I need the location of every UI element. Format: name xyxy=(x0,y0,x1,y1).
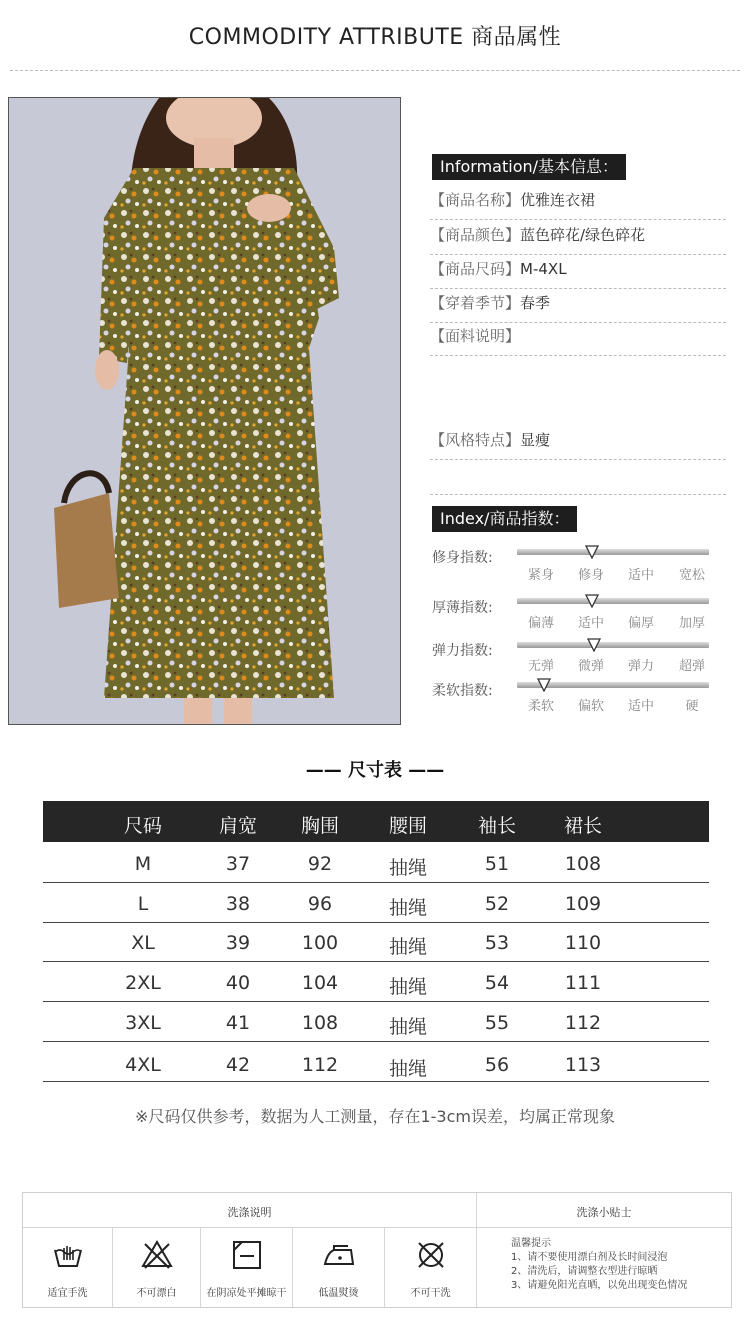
attr-row-fabric xyxy=(430,322,726,356)
tips-heading-cell xyxy=(477,1193,731,1228)
iron-low-icon xyxy=(322,1238,356,1272)
table-cell: 53 xyxy=(484,932,510,954)
index-marker-icon xyxy=(585,594,599,608)
index-option: 弹力 xyxy=(627,659,654,674)
index-bar xyxy=(517,549,709,555)
index-option: 硬 xyxy=(685,699,699,714)
table-cell: 112 xyxy=(301,1054,339,1076)
care-item-no-dry-clean xyxy=(385,1228,477,1307)
index-option: 微弹 xyxy=(577,659,604,674)
index-option: 柔软 xyxy=(527,699,554,714)
table-cell: 40 xyxy=(225,972,251,994)
index-label: 弹力指数: xyxy=(432,643,493,659)
no-bleach-icon xyxy=(140,1238,174,1272)
no-dry-clean-icon xyxy=(414,1238,448,1272)
care-label: 不可漂白 xyxy=(136,1288,177,1299)
table-cell: L xyxy=(137,893,149,915)
table-cell: 抽绳 xyxy=(388,976,427,998)
index-option: 修身 xyxy=(577,568,604,583)
attr-label: 【风格特点】 xyxy=(430,431,521,449)
table-cell: 41 xyxy=(225,1012,251,1034)
tip-line: 3、请避免阳光直晒，以免出现变色情况 xyxy=(511,1280,688,1291)
index-option: 适中 xyxy=(627,568,654,583)
care-label: 在阴凉处平摊晾干 xyxy=(206,1288,287,1299)
care-tips xyxy=(511,1237,687,1293)
table-cell: 109 xyxy=(564,893,602,915)
index-heading: Index/商品指数： xyxy=(432,506,577,532)
table-cell: 抽绳 xyxy=(388,857,427,879)
attr-value: M-4XL xyxy=(520,260,567,278)
index-marker-icon xyxy=(585,545,599,559)
attr-row-name xyxy=(430,186,726,220)
attr-label: 【商品颜色】 xyxy=(430,226,521,244)
index-bar xyxy=(517,642,709,648)
table-cell: 54 xyxy=(484,972,510,994)
care-instructions xyxy=(22,1192,732,1308)
table-cell: 3XL xyxy=(125,1012,161,1034)
page-title: COMMODITY ATTRIBUTE 商品属性 xyxy=(188,25,562,50)
information-heading: Information/基本信息： xyxy=(432,154,626,180)
table-row xyxy=(43,922,709,962)
table-cell: 112 xyxy=(564,1012,602,1034)
attr-label: 【面料说明】 xyxy=(430,327,521,345)
table-row xyxy=(43,1002,709,1042)
attr-row-size xyxy=(430,255,726,289)
attr-row-color xyxy=(430,221,726,255)
index-label: 厚薄指数: xyxy=(432,600,493,616)
table-cell: 52 xyxy=(484,893,510,915)
attr-value: 春季 xyxy=(520,294,551,312)
index-option: 适中 xyxy=(627,699,654,714)
dry-flat-shade-icon xyxy=(230,1238,264,1272)
table-cell: 抽绳 xyxy=(388,1058,427,1080)
care-item-dry-flat xyxy=(201,1228,293,1307)
index-option: 超弹 xyxy=(678,659,705,674)
index-option: 宽松 xyxy=(678,568,705,583)
table-cell: 104 xyxy=(301,972,339,994)
table-row xyxy=(43,962,709,1002)
care-label: 适宜手洗 xyxy=(47,1288,88,1299)
table-cell: 55 xyxy=(484,1012,510,1034)
care-item-iron-low xyxy=(293,1228,385,1307)
index-option: 偏软 xyxy=(577,699,604,714)
attr-row-season xyxy=(430,289,726,323)
attr-label: 【穿着季节】 xyxy=(430,294,521,312)
attr-value: 蓝色碎花/绿色碎花 xyxy=(520,226,646,244)
table-cell: 37 xyxy=(225,853,251,875)
column-header: 胸围 xyxy=(300,815,339,837)
index-option: 加厚 xyxy=(678,616,705,631)
tips-heading: 洗涤小贴士 xyxy=(576,1206,632,1219)
index-option: 适中 xyxy=(577,616,604,631)
table-cell: 抽绳 xyxy=(388,936,427,958)
table-cell: 4XL xyxy=(125,1054,161,1076)
index-option: 无弹 xyxy=(527,659,554,674)
table-cell: 96 xyxy=(307,893,333,915)
attr-row-style xyxy=(430,426,726,460)
wash-heading: 洗涤说明 xyxy=(227,1206,272,1219)
table-cell: 111 xyxy=(564,972,602,994)
table-cell: 110 xyxy=(564,932,602,954)
index-marker-icon xyxy=(537,678,551,692)
index-option: 紧身 xyxy=(527,568,554,583)
table-cell: 108 xyxy=(301,1012,339,1034)
tip-line: 2、清洗后，请调整衣型进行晾晒 xyxy=(511,1266,658,1277)
attr-label: 【商品名称】 xyxy=(430,191,521,209)
table-row xyxy=(43,883,709,923)
table-cell: 抽绳 xyxy=(388,1016,427,1038)
size-table-title: —— 尺寸表 —— xyxy=(305,760,445,781)
dress-model-image xyxy=(9,98,401,725)
table-cell: 113 xyxy=(564,1054,602,1076)
table-cell: 2XL xyxy=(125,972,161,994)
table-cell: 38 xyxy=(225,893,251,915)
attr-value: 显瘦 xyxy=(520,431,551,449)
column-header: 裙长 xyxy=(563,815,602,837)
care-item-no-bleach xyxy=(113,1228,201,1307)
care-item-hand-wash xyxy=(23,1228,113,1307)
table-cell: 39 xyxy=(225,932,251,954)
index-marker-icon xyxy=(587,638,601,652)
care-label: 低温熨烫 xyxy=(318,1288,359,1299)
care-label: 不可干洗 xyxy=(410,1288,451,1299)
table-cell: 100 xyxy=(301,932,339,954)
table-row xyxy=(43,1042,709,1082)
size-table-header xyxy=(43,801,709,842)
table-cell: XL xyxy=(131,932,155,954)
column-header: 尺码 xyxy=(123,815,162,837)
table-cell: 56 xyxy=(484,1054,510,1076)
table-cell: 92 xyxy=(307,853,333,875)
index-option: 偏薄 xyxy=(527,616,554,631)
table-row xyxy=(43,843,709,883)
tip-line: 1、请不要使用漂白剂及长时间浸泡 xyxy=(511,1252,668,1263)
table-cell: 抽绳 xyxy=(388,897,427,919)
attr-label: 【商品尺码】 xyxy=(430,260,521,278)
attr-value: 优雅连衣裙 xyxy=(520,191,596,209)
index-option: 偏厚 xyxy=(627,616,654,631)
index-bar xyxy=(517,598,709,604)
hand-wash-icon xyxy=(51,1238,85,1272)
table-cell: M xyxy=(134,853,152,875)
column-header: 袖长 xyxy=(477,815,516,837)
column-header: 腰围 xyxy=(388,815,427,837)
table-cell: 51 xyxy=(484,853,510,875)
index-label: 修身指数: xyxy=(432,550,493,566)
wash-heading-cell xyxy=(23,1193,477,1228)
title-divider xyxy=(10,70,740,71)
product-photo xyxy=(8,97,401,725)
table-cell: 108 xyxy=(564,853,602,875)
index-label: 柔软指数: xyxy=(432,683,493,699)
table-cell: 42 xyxy=(225,1054,251,1076)
tip-line: 温馨提示 xyxy=(511,1238,551,1249)
size-note: ※尺码仅供参考，数据为人工测量，存在1-3cm误差，均属正常现象 xyxy=(135,1107,615,1126)
column-header: 肩宽 xyxy=(218,815,257,837)
info-divider xyxy=(430,494,726,495)
